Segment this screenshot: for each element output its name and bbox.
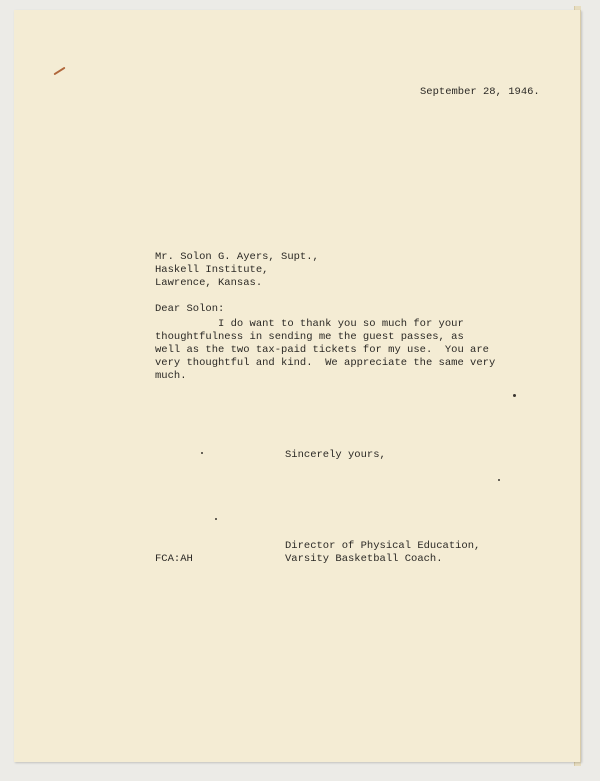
recipient-line: Lawrence, Kansas. <box>155 277 263 289</box>
salutation: Dear Solon: <box>155 303 225 315</box>
letter-date: September 28, 1946. <box>420 86 540 98</box>
ink-speck <box>498 479 500 481</box>
signature-title-line: Varsity Basketball Coach. <box>285 553 443 565</box>
ink-speck <box>513 394 516 397</box>
closing: Sincerely yours, <box>285 449 386 461</box>
letter-body <box>155 318 495 383</box>
ink-speck <box>201 452 203 454</box>
body-line: much. <box>155 370 187 382</box>
recipient-address <box>155 251 319 290</box>
signature-title-line: Director of Physical Education, <box>285 540 481 552</box>
recipient-line: Haskell Institute, <box>155 264 269 276</box>
body-line: well as the two tax-paid tickets for my use. You are <box>155 344 489 356</box>
letter-page <box>14 10 581 762</box>
ink-speck <box>215 518 217 520</box>
recipient-line: Mr. Solon G. Ayers, Supt., <box>155 251 319 263</box>
body-line: very thoughtful and kind. We appreciate the same very <box>155 357 496 369</box>
reference-initials: FCA:AH <box>155 553 193 565</box>
signature-title <box>285 540 480 566</box>
body-line: I do want to thank you so much for your <box>155 318 464 330</box>
body-line: thoughtfulness in sending me the guest passes, as <box>155 331 464 343</box>
